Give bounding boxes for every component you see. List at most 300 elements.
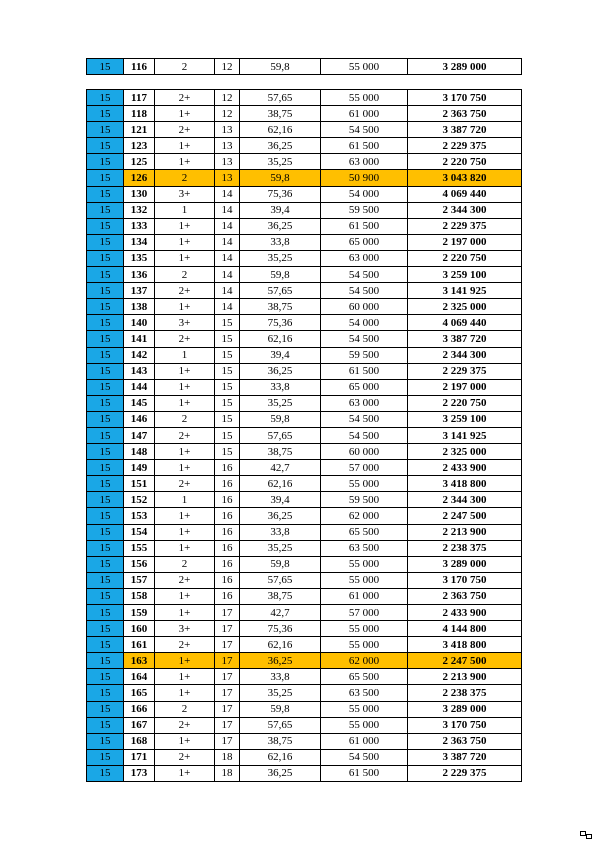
- table-row: [87, 637, 522, 653]
- total-price-cell: 2 213 900: [408, 524, 522, 540]
- price-per-sqm-cell: 60 000: [321, 444, 408, 460]
- section-cell: 15: [87, 669, 124, 685]
- total-price-cell: 2 197 000: [408, 234, 522, 250]
- price-per-sqm-cell: 55 000: [321, 701, 408, 717]
- total-price-cell: 3 141 925: [408, 283, 522, 299]
- apartment-number-cell: 117: [124, 90, 155, 106]
- floor-cell: 14: [215, 283, 240, 299]
- floor-cell: 15: [215, 315, 240, 331]
- rooms-cell: 1+: [155, 524, 215, 540]
- floor-cell: 16: [215, 460, 240, 476]
- total-price-cell: 2 363 750: [408, 733, 522, 749]
- section-cell: 15: [87, 154, 124, 170]
- area-cell: 36,25: [240, 653, 321, 669]
- rooms-cell: 1+: [155, 106, 215, 122]
- table-row: [87, 556, 522, 572]
- table-row: [87, 90, 522, 106]
- rooms-cell: 2+: [155, 476, 215, 492]
- apartment-number-cell: 134: [124, 234, 155, 250]
- table-row: [87, 492, 522, 508]
- apartment-number-cell: 148: [124, 444, 155, 460]
- rooms-cell: 1+: [155, 685, 215, 701]
- price-per-sqm-cell: 54 500: [321, 411, 408, 427]
- table-row: [87, 540, 522, 556]
- apartment-number-cell: 144: [124, 379, 155, 395]
- price-per-sqm-cell: 65 000: [321, 234, 408, 250]
- apartment-number-cell: 123: [124, 138, 155, 154]
- table-row: [87, 122, 522, 138]
- floor-cell: 14: [215, 202, 240, 218]
- table-row: [87, 460, 522, 476]
- table-row: [87, 202, 522, 218]
- area-cell: 57,65: [240, 717, 321, 733]
- apartment-number-cell: 152: [124, 492, 155, 508]
- floor-cell: 12: [215, 90, 240, 106]
- section-cell: 15: [87, 347, 124, 363]
- price-per-sqm-cell: 57 000: [321, 460, 408, 476]
- area-cell: 36,25: [240, 765, 321, 781]
- area-cell: 62,16: [240, 331, 321, 347]
- area-cell: 39,4: [240, 202, 321, 218]
- floor-cell: 15: [215, 411, 240, 427]
- total-price-cell: 2 325 000: [408, 444, 522, 460]
- floor-cell: 15: [215, 331, 240, 347]
- apartment-number-cell: 130: [124, 186, 155, 202]
- table-row: [87, 154, 522, 170]
- area-cell: 35,25: [240, 685, 321, 701]
- total-price-cell: 2 433 900: [408, 460, 522, 476]
- table-row: [87, 331, 522, 347]
- apartment-number-cell: 158: [124, 588, 155, 604]
- total-price-cell: 3 170 750: [408, 90, 522, 106]
- table-row: [87, 106, 522, 122]
- area-cell: 33,8: [240, 669, 321, 685]
- total-price-cell: 2 213 900: [408, 669, 522, 685]
- table-row: [87, 347, 522, 363]
- section-cell: 15: [87, 460, 124, 476]
- total-price-cell: 3 418 800: [408, 476, 522, 492]
- total-price-cell: 3 418 800: [408, 637, 522, 653]
- rooms-cell: 2+: [155, 572, 215, 588]
- rooms-cell: 3+: [155, 186, 215, 202]
- table-row: [87, 379, 522, 395]
- rooms-cell: 1: [155, 492, 215, 508]
- price-per-sqm-cell: 55 000: [321, 556, 408, 572]
- table-row: [87, 605, 522, 621]
- price-per-sqm-cell: 57 000: [321, 605, 408, 621]
- floor-cell: 16: [215, 556, 240, 572]
- table-row: [87, 283, 522, 299]
- rooms-cell: 1+: [155, 154, 215, 170]
- price-per-sqm-cell: 61 500: [321, 218, 408, 234]
- table-row: [87, 685, 522, 701]
- floor-cell: 17: [215, 669, 240, 685]
- section-cell: 15: [87, 524, 124, 540]
- floor-cell: 17: [215, 621, 240, 637]
- total-price-cell: 3 387 720: [408, 749, 522, 765]
- floor-cell: 13: [215, 170, 240, 186]
- floor-cell: 17: [215, 717, 240, 733]
- floor-cell: 12: [215, 59, 240, 75]
- apartment-number-cell: 137: [124, 283, 155, 299]
- section-cell: 15: [87, 653, 124, 669]
- total-price-cell: 2 363 750: [408, 106, 522, 122]
- area-cell: 62,16: [240, 749, 321, 765]
- price-per-sqm-cell: 55 000: [321, 476, 408, 492]
- floor-cell: 16: [215, 572, 240, 588]
- rooms-cell: 3+: [155, 621, 215, 637]
- section-cell: 15: [87, 299, 124, 315]
- rooms-cell: 1+: [155, 138, 215, 154]
- table-row: [87, 765, 522, 781]
- table-row: [87, 250, 522, 266]
- section-cell: 15: [87, 122, 124, 138]
- price-per-sqm-cell: 59 500: [321, 347, 408, 363]
- rooms-cell: 2: [155, 59, 215, 75]
- price-per-sqm-cell: 63 000: [321, 250, 408, 266]
- table-row: [87, 395, 522, 411]
- apartment-number-cell: 140: [124, 315, 155, 331]
- total-price-cell: 4 069 440: [408, 186, 522, 202]
- section-cell: 15: [87, 717, 124, 733]
- total-price-cell: 3 387 720: [408, 331, 522, 347]
- price-per-sqm-cell: 50 900: [321, 170, 408, 186]
- rooms-cell: 1+: [155, 379, 215, 395]
- apartment-number-cell: 136: [124, 267, 155, 283]
- price-per-sqm-cell: 55 000: [321, 621, 408, 637]
- section-cell: 15: [87, 605, 124, 621]
- price-per-sqm-cell: 54 500: [321, 122, 408, 138]
- floor-cell: 15: [215, 427, 240, 443]
- section-cell: 15: [87, 701, 124, 717]
- area-cell: 59,8: [240, 267, 321, 283]
- total-price-cell: 2 220 750: [408, 154, 522, 170]
- section-cell: 15: [87, 411, 124, 427]
- apartment-number-cell: 146: [124, 411, 155, 427]
- table-row: [87, 59, 522, 75]
- area-cell: 75,36: [240, 186, 321, 202]
- total-price-cell: 2 220 750: [408, 395, 522, 411]
- section-cell: 15: [87, 106, 124, 122]
- area-cell: 59,8: [240, 411, 321, 427]
- apartment-number-cell: 135: [124, 250, 155, 266]
- apartment-number-cell: 159: [124, 605, 155, 621]
- price-per-sqm-cell: 61 000: [321, 588, 408, 604]
- section-cell: 15: [87, 492, 124, 508]
- total-price-cell: 2 229 375: [408, 138, 522, 154]
- price-per-sqm-cell: 65 500: [321, 669, 408, 685]
- apartment-number-cell: 154: [124, 524, 155, 540]
- apartment-number-cell: 168: [124, 733, 155, 749]
- floor-cell: 15: [215, 363, 240, 379]
- floor-cell: 17: [215, 685, 240, 701]
- price-per-sqm-cell: 61 500: [321, 363, 408, 379]
- section-cell: 15: [87, 637, 124, 653]
- section-cell: 15: [87, 138, 124, 154]
- apartment-number-cell: 121: [124, 122, 155, 138]
- price-per-sqm-cell: 55 000: [321, 717, 408, 733]
- area-cell: 75,36: [240, 315, 321, 331]
- floor-cell: 14: [215, 299, 240, 315]
- price-per-sqm-cell: 65 000: [321, 379, 408, 395]
- table-row: [87, 218, 522, 234]
- floor-cell: 16: [215, 508, 240, 524]
- rooms-cell: 2: [155, 411, 215, 427]
- total-price-cell: 3 170 750: [408, 717, 522, 733]
- section-cell: 15: [87, 621, 124, 637]
- rooms-cell: 2: [155, 701, 215, 717]
- rooms-cell: 1+: [155, 395, 215, 411]
- total-price-cell: 2 229 375: [408, 218, 522, 234]
- area-cell: 59,8: [240, 556, 321, 572]
- apartment-number-cell: 141: [124, 331, 155, 347]
- price-per-sqm-cell: 61 000: [321, 106, 408, 122]
- section-cell: 15: [87, 476, 124, 492]
- apartment-number-cell: 116: [124, 59, 155, 75]
- apartment-number-cell: 166: [124, 701, 155, 717]
- price-per-sqm-cell: 61 500: [321, 138, 408, 154]
- table-row: [87, 186, 522, 202]
- rooms-cell: 2+: [155, 749, 215, 765]
- price-per-sqm-cell: 55 000: [321, 59, 408, 75]
- total-price-cell: 2 238 375: [408, 685, 522, 701]
- price-per-sqm-cell: 62 000: [321, 653, 408, 669]
- floor-cell: 18: [215, 749, 240, 765]
- apartment-number-cell: 156: [124, 556, 155, 572]
- rooms-cell: 2+: [155, 90, 215, 106]
- area-cell: 38,75: [240, 588, 321, 604]
- price-per-sqm-cell: 63 000: [321, 154, 408, 170]
- total-price-cell: 2 197 000: [408, 379, 522, 395]
- area-cell: 36,25: [240, 218, 321, 234]
- table-row: [87, 733, 522, 749]
- total-price-cell: 2 247 500: [408, 653, 522, 669]
- table-row: [87, 315, 522, 331]
- section-cell: 15: [87, 186, 124, 202]
- rooms-cell: 2+: [155, 427, 215, 443]
- section-cell: 15: [87, 572, 124, 588]
- rooms-cell: 2+: [155, 637, 215, 653]
- area-cell: 75,36: [240, 621, 321, 637]
- section-cell: 15: [87, 444, 124, 460]
- apartment-number-cell: 132: [124, 202, 155, 218]
- area-cell: 57,65: [240, 427, 321, 443]
- table-row: [87, 717, 522, 733]
- table-row: [87, 411, 522, 427]
- rooms-cell: 1+: [155, 588, 215, 604]
- price-per-sqm-cell: 55 000: [321, 572, 408, 588]
- total-price-cell: 2 220 750: [408, 250, 522, 266]
- floor-cell: 14: [215, 267, 240, 283]
- section-cell: 15: [87, 363, 124, 379]
- rooms-cell: 3+: [155, 315, 215, 331]
- table-row: [87, 749, 522, 765]
- apartment-number-cell: 165: [124, 685, 155, 701]
- table-row: [87, 234, 522, 250]
- floor-cell: 17: [215, 637, 240, 653]
- section-cell: 15: [87, 379, 124, 395]
- rooms-cell: 1+: [155, 299, 215, 315]
- rooms-cell: 2+: [155, 283, 215, 299]
- area-cell: 38,75: [240, 444, 321, 460]
- floor-cell: 15: [215, 444, 240, 460]
- apartment-number-cell: 118: [124, 106, 155, 122]
- rooms-cell: 1+: [155, 765, 215, 781]
- total-price-cell: 2 363 750: [408, 588, 522, 604]
- area-cell: 36,25: [240, 363, 321, 379]
- area-cell: 42,7: [240, 605, 321, 621]
- price-per-sqm-cell: 54 500: [321, 283, 408, 299]
- area-cell: 33,8: [240, 234, 321, 250]
- apartment-number-cell: 142: [124, 347, 155, 363]
- table-row: [87, 588, 522, 604]
- section-cell: 15: [87, 234, 124, 250]
- total-price-cell: 3 170 750: [408, 572, 522, 588]
- total-price-cell: 2 344 300: [408, 347, 522, 363]
- price-per-sqm-cell: 54 000: [321, 186, 408, 202]
- total-price-cell: 3 141 925: [408, 427, 522, 443]
- apartment-number-cell: 125: [124, 154, 155, 170]
- floor-cell: 17: [215, 605, 240, 621]
- area-cell: 57,65: [240, 90, 321, 106]
- area-cell: 38,75: [240, 733, 321, 749]
- rooms-cell: 1+: [155, 653, 215, 669]
- apartment-table-top: [86, 58, 522, 75]
- floor-cell: 18: [215, 765, 240, 781]
- section-cell: 15: [87, 508, 124, 524]
- floor-cell: 16: [215, 588, 240, 604]
- price-per-sqm-cell: 63 500: [321, 685, 408, 701]
- total-price-cell: 3 289 000: [408, 556, 522, 572]
- table-row-highlighted: [87, 653, 522, 669]
- area-cell: 36,25: [240, 508, 321, 524]
- apartment-number-cell: 157: [124, 572, 155, 588]
- rooms-cell: 1+: [155, 508, 215, 524]
- area-cell: 39,4: [240, 492, 321, 508]
- price-per-sqm-cell: 59 500: [321, 492, 408, 508]
- price-per-sqm-cell: 63 000: [321, 395, 408, 411]
- rooms-cell: 1+: [155, 234, 215, 250]
- table-row: [87, 621, 522, 637]
- section-cell: 15: [87, 170, 124, 186]
- rooms-cell: 1+: [155, 250, 215, 266]
- apartment-number-cell: 151: [124, 476, 155, 492]
- apartment-number-cell: 161: [124, 637, 155, 653]
- rooms-cell: 1: [155, 202, 215, 218]
- floor-cell: 16: [215, 476, 240, 492]
- area-cell: 62,16: [240, 122, 321, 138]
- total-price-cell: 2 344 300: [408, 202, 522, 218]
- section-cell: 15: [87, 267, 124, 283]
- section-cell: 15: [87, 733, 124, 749]
- price-per-sqm-cell: 55 000: [321, 90, 408, 106]
- section-cell: 15: [87, 427, 124, 443]
- area-cell: 35,25: [240, 395, 321, 411]
- section-cell: 15: [87, 202, 124, 218]
- floor-cell: 15: [215, 379, 240, 395]
- floor-cell: 13: [215, 154, 240, 170]
- rooms-cell: 1+: [155, 605, 215, 621]
- area-cell: 36,25: [240, 138, 321, 154]
- section-cell: 15: [87, 765, 124, 781]
- area-cell: 62,16: [240, 637, 321, 653]
- table-row: [87, 701, 522, 717]
- apartment-number-cell: 138: [124, 299, 155, 315]
- section-cell: 15: [87, 283, 124, 299]
- table-row: [87, 444, 522, 460]
- rooms-cell: 1+: [155, 733, 215, 749]
- table-row-highlighted: [87, 170, 522, 186]
- area-cell: 38,75: [240, 106, 321, 122]
- apartment-number-cell: 155: [124, 540, 155, 556]
- total-price-cell: 2 229 375: [408, 765, 522, 781]
- section-cell: 15: [87, 685, 124, 701]
- rooms-cell: 1+: [155, 218, 215, 234]
- section-cell: 15: [87, 331, 124, 347]
- table-row: [87, 427, 522, 443]
- rooms-cell: 1+: [155, 460, 215, 476]
- floor-cell: 13: [215, 122, 240, 138]
- apartment-table: [86, 89, 522, 782]
- table-row: [87, 669, 522, 685]
- floor-cell: 12: [215, 106, 240, 122]
- price-per-sqm-cell: 63 500: [321, 540, 408, 556]
- area-cell: 59,8: [240, 701, 321, 717]
- floor-cell: 16: [215, 492, 240, 508]
- table-row: [87, 267, 522, 283]
- area-cell: 33,8: [240, 379, 321, 395]
- apartment-number-cell: 126: [124, 170, 155, 186]
- floor-cell: 15: [215, 395, 240, 411]
- apartment-number-cell: 164: [124, 669, 155, 685]
- table-row: [87, 476, 522, 492]
- floor-cell: 16: [215, 540, 240, 556]
- area-cell: 59,8: [240, 59, 321, 75]
- floor-cell: 17: [215, 701, 240, 717]
- total-price-cell: 2 344 300: [408, 492, 522, 508]
- table-row: [87, 572, 522, 588]
- page-marker-icon: [580, 831, 592, 839]
- total-price-cell: 2 247 500: [408, 508, 522, 524]
- total-price-cell: 2 325 000: [408, 299, 522, 315]
- area-cell: 35,25: [240, 154, 321, 170]
- price-per-sqm-cell: 60 000: [321, 299, 408, 315]
- price-per-sqm-cell: 61 000: [321, 733, 408, 749]
- total-price-cell: 2 229 375: [408, 363, 522, 379]
- section-cell: 15: [87, 250, 124, 266]
- section-cell: 15: [87, 395, 124, 411]
- rooms-cell: 1+: [155, 363, 215, 379]
- apartment-number-cell: 160: [124, 621, 155, 637]
- total-price-cell: 3 289 000: [408, 701, 522, 717]
- apartment-number-cell: 143: [124, 363, 155, 379]
- area-cell: 38,75: [240, 299, 321, 315]
- floor-cell: 14: [215, 234, 240, 250]
- area-cell: 59,8: [240, 170, 321, 186]
- price-per-sqm-cell: 65 500: [321, 524, 408, 540]
- area-cell: 42,7: [240, 460, 321, 476]
- apartment-number-cell: 173: [124, 765, 155, 781]
- total-price-cell: 3 387 720: [408, 122, 522, 138]
- price-per-sqm-cell: 62 000: [321, 508, 408, 524]
- floor-cell: 14: [215, 186, 240, 202]
- floor-cell: 14: [215, 218, 240, 234]
- area-cell: 39,4: [240, 347, 321, 363]
- apartment-number-cell: 167: [124, 717, 155, 733]
- rooms-cell: 1+: [155, 540, 215, 556]
- price-per-sqm-cell: 54 500: [321, 331, 408, 347]
- section-cell: 15: [87, 59, 124, 75]
